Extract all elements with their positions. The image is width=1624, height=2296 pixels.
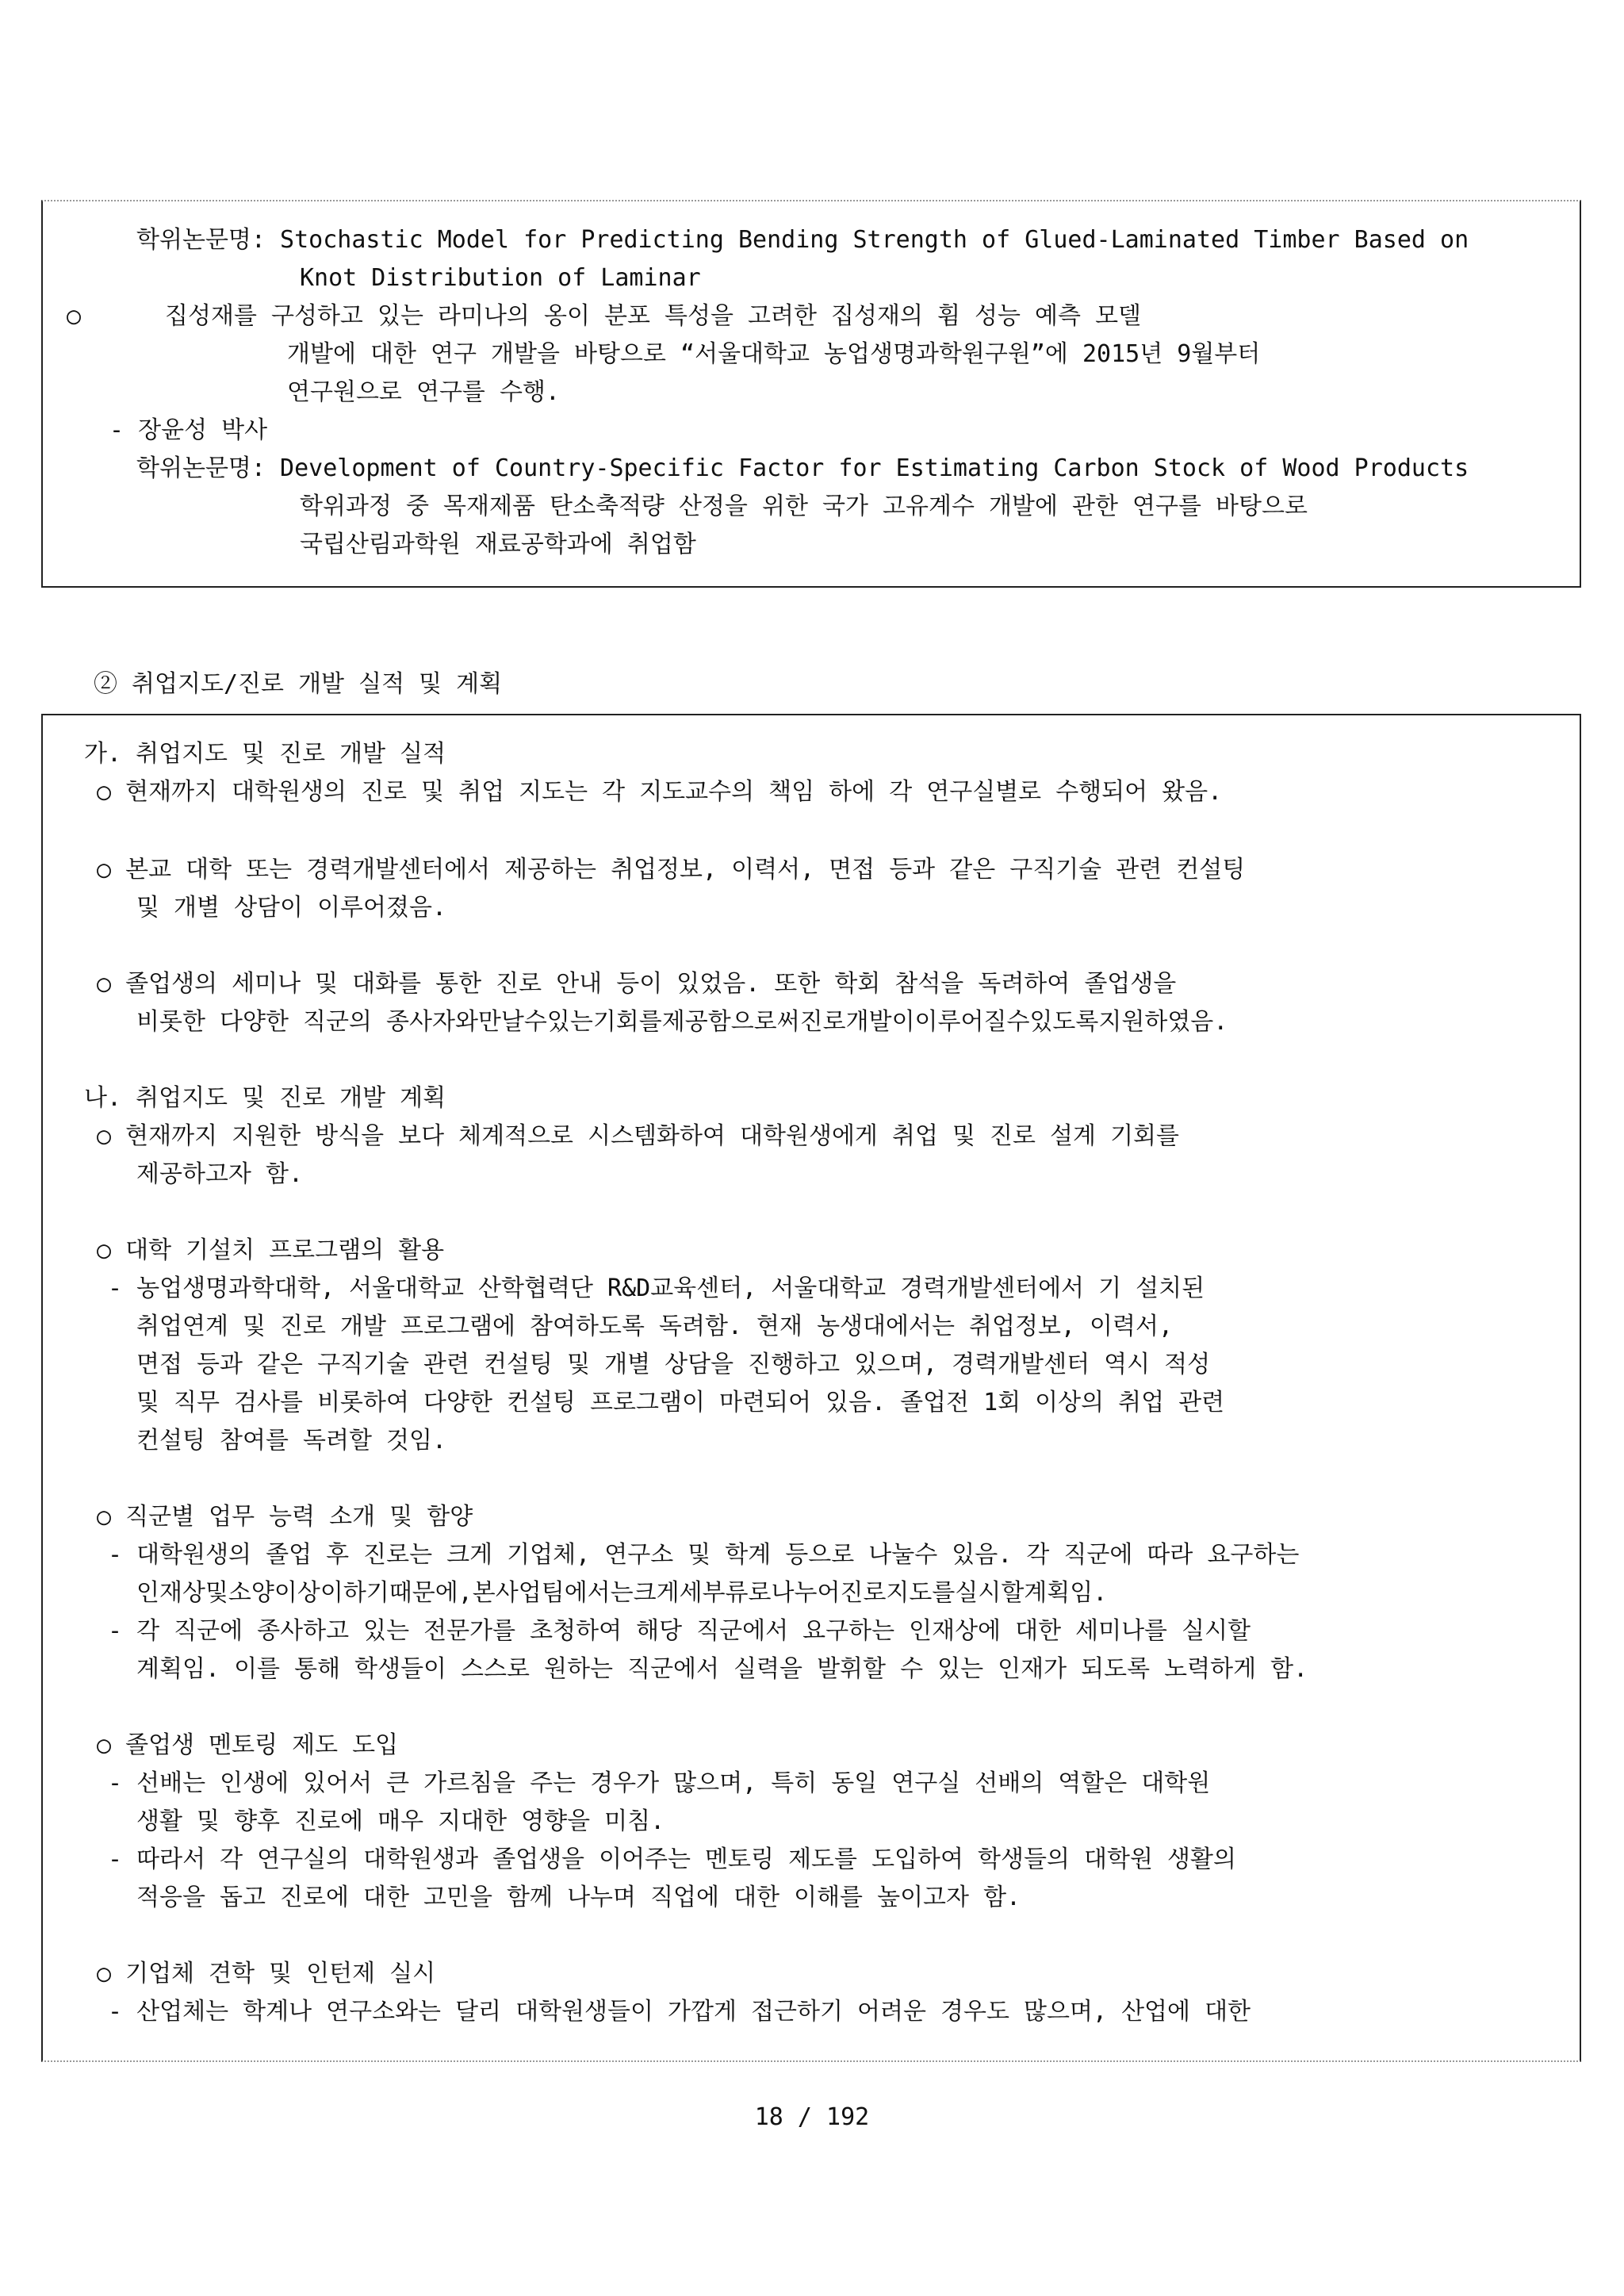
- para-line: 제공하고자 함.: [136, 1160, 304, 1188]
- para-line: ○ 현재까지 지원한 방식을 보다 체계적으로 시스템화하여 대학원생에게 취업 및 진로 설계 기회를: [97, 1122, 1180, 1150]
- subheading-plans: 나. 취업지도 및 진로 개발 계획: [84, 1084, 446, 1112]
- para-line: ○ 졸업생의 세미나 및 대화를 통한 진로 안내 등이 있었음. 또한 학회 참석을 독려하여 졸업생을: [97, 970, 1177, 998]
- para-line: ○ 대학 기설치 프로그램의 활용: [97, 1236, 445, 1264]
- para-line: 취업연계 및 진로 개발 프로그램에 참여하도록 독려함. 현재 농생대에서는 취업정보, 이력서,: [136, 1313, 1174, 1340]
- page-number: 18 / 192: [754, 2103, 870, 2131]
- para-line: - 농업생명과학대학, 서울대학교 산학협력단 R&D교육센터, 서울대학교 경력개발센터에서 기 설치된: [108, 1274, 1205, 1302]
- para-line: 면접 등과 같은 구직기술 관련 컨설팅 및 개별 상담을 진행하고 있으며, 경력개발센터 역시 적성: [136, 1351, 1211, 1378]
- person-name-line: - 장윤성 박사: [109, 416, 268, 444]
- employment-line-2: 국립산림과학원 재료공학과에 취업함: [300, 531, 696, 558]
- para-line: - 선배는 인생에 있어서 큰 가르침을 주는 경우가 많으며, 특히 동일 연구실 선배의 역할은 대학원: [108, 1769, 1211, 1797]
- subheading-achievements: 가. 취업지도 및 진로 개발 실적: [84, 740, 446, 768]
- para-line: - 따라서 각 연구실의 대학원생과 졸업생을 이어주는 멘토링 제도를 도입하여 학생들의 대학원 생활의: [108, 1846, 1236, 1873]
- para-line: ○ 본교 대학 또는 경력개발센터에서 제공하는 취업정보, 이력서, 면접 등과 같은 구직기술 관련 컨설팅: [97, 856, 1246, 884]
- para-line: 컨설팅 참여를 독려할 것임.: [136, 1427, 447, 1455]
- para-line: - 산업체는 학계나 연구소와는 달리 대학원생들이 가깝게 접근하기 어려운 경우도 많으며, 산업에 대한: [108, 1998, 1251, 2026]
- bullet-circle: ○: [67, 302, 82, 330]
- para-line: 및 개별 상담이 이루어졌음.: [136, 894, 447, 922]
- para-line: 비롯한 다양한 직군의 종사자와만날수있는기회를제공함으로써진로개발이이루어질수있도록지원하였음.: [136, 1008, 1228, 1036]
- para-line: ○ 현재까지 대학원생의 진로 및 취업 지도는 각 지도교수의 책임 하에 각 연구실별로 수행되어 왔음.: [97, 778, 1223, 806]
- research-line-1: 집성재를 구성하고 있는 라미나의 옹이 분포 특성을 고려한 집성재의 휨 성능 예측 모델: [165, 302, 1142, 330]
- para-line: 계획임. 이를 통해 학생들이 스스로 원하는 직군에서 실력을 발휘할 수 있는 인재가 되도록 노력하게 함.: [136, 1655, 1308, 1683]
- thesis-title-line-1: 학위논문명: Stochastic Model for Predicting Bending Strength of Glued-Laminated Timber Based on: [136, 226, 1469, 254]
- para-line: ○ 졸업생 멘토링 제도 도입: [97, 1731, 399, 1759]
- employment-line-1: 학위과정 중 목재제품 탄소축적량 산정을 위한 국가 고유계수 개발에 관한 연구를 바탕으로: [300, 493, 1308, 520]
- graduate-record-box: [41, 200, 1581, 588]
- para-line: 생활 및 향후 진로에 매우 지대한 영향을 미침.: [136, 1807, 665, 1835]
- section-heading: ② 취업지도/진로 개발 실적 및 계획: [94, 670, 503, 698]
- research-line-2: 개발에 대한 연구 개발을 바탕으로 “서울대학교 농업생명과학원구원”에 2015년 9월부터: [287, 340, 1261, 368]
- para-line: - 각 직군에 종사하고 있는 전문가를 초청하여 해당 직군에서 요구하는 인재상에 대한 세미나를 실시할: [108, 1617, 1251, 1645]
- para-line: ○ 기업체 견학 및 인턴제 실시: [97, 1960, 436, 1987]
- para-line: 적응을 돕고 진로에 대한 고민을 함께 나누며 직업에 대한 이해를 높이고자 함.: [136, 1884, 1021, 1911]
- research-line-3: 연구원으로 연구를 수행.: [287, 378, 560, 406]
- para-line: 인재상및소양이상이하기때문에,본사업팀에서는크게세부류로나누어진로지도를실시할계획임.: [136, 1579, 1108, 1607]
- thesis-title-line-3: 학위논문명: Development of Country-Specific Factor for Estimating Carbon Stock of Wood Products: [136, 454, 1469, 482]
- para-line: 및 직무 검사를 비롯하여 다양한 컨설팅 프로그램이 마련되어 있음. 졸업전 1회 이상의 취업 관련: [136, 1389, 1225, 1416]
- thesis-title-line-2: Knot Distribution of Laminar: [300, 264, 701, 292]
- para-line: - 대학원생의 졸업 후 진로는 크게 기업체, 연구소 및 학계 등으로 나눌수 있음. 각 직군에 따라 요구하는: [108, 1541, 1300, 1569]
- para-line: ○ 직군별 업무 능력 소개 및 함양: [97, 1503, 473, 1531]
